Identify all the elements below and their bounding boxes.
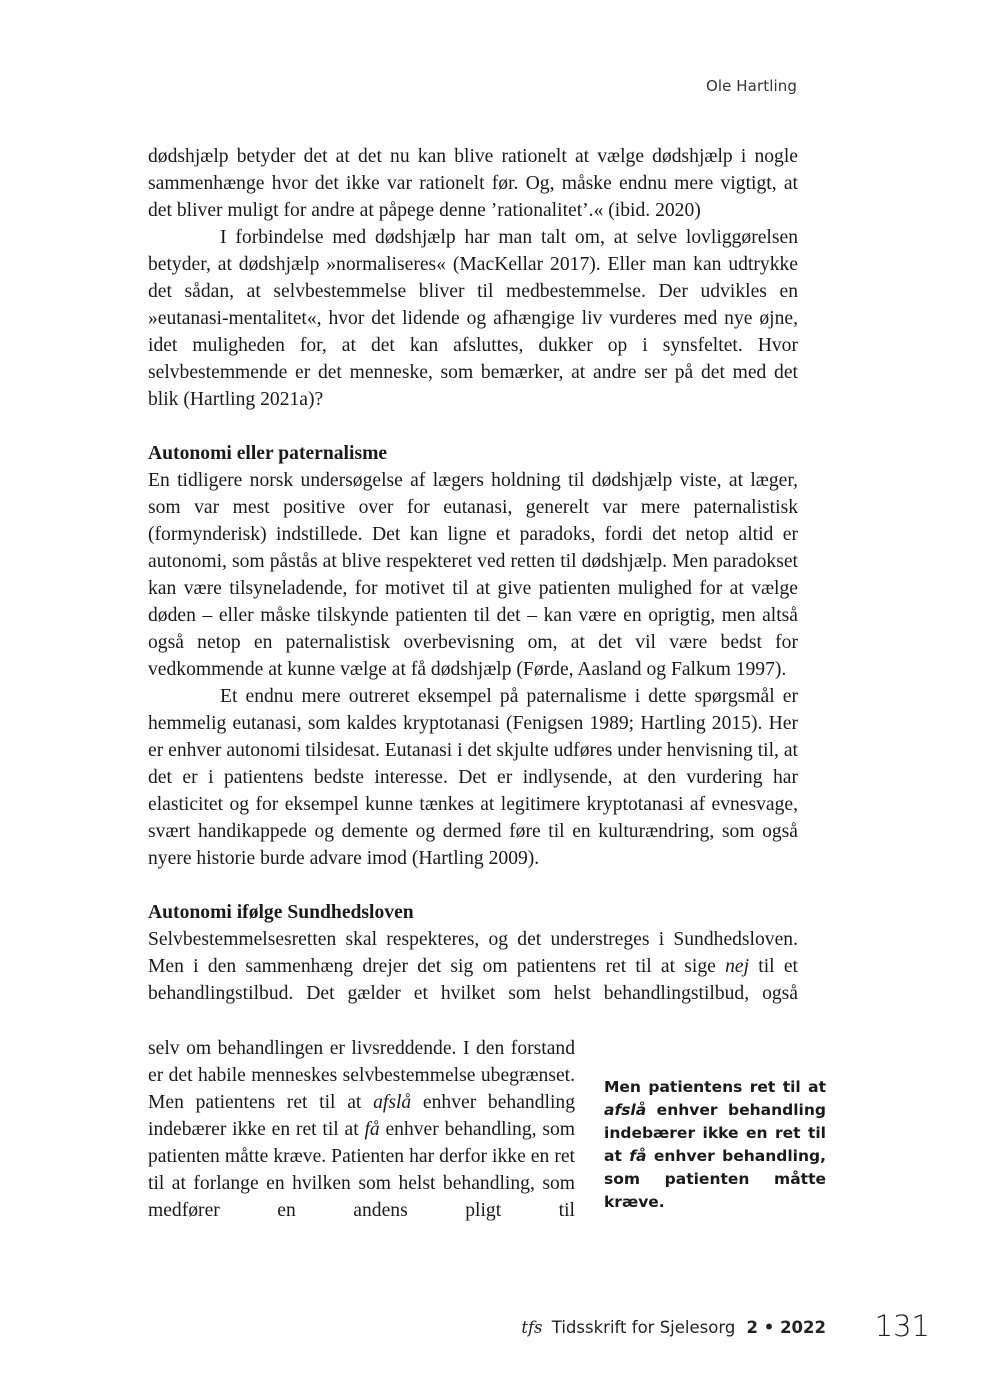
journal-name: Tidsskrift for Sjelesorg: [551, 1318, 736, 1337]
paragraph: I forbindelse med dødshjælp har man talt om, at selve lovliggørelsen betyder, at dødshjælp »normaliseres« (MacKellar 2017). Eller man kan udtrykke det sådan, at selvbestemmelse bliver til medbestemmelse. Der udvikles en »eutanasi-mentalitet«, hvor det lidende og afhængige liv vurderes med nye øjne, idet muligheden for, at det kan afsluttes, dukker op i synsfeltet. Hvor selvbestemmende er det menneske, som bemærker, at andre ser på det med det blik (Hartling 2021a)?: [148, 227, 798, 410]
paragraph-text: enhver behandling, som patienten måtte kræve. Patienten har derfor ikke en ret til at forlange en hvilken som helst behandling, som medfører en andens pligt til: [148, 1119, 575, 1221]
emphasis: afslå: [373, 1092, 412, 1113]
paragraph: [148, 926, 798, 1007]
pull-quote-text: enhver behandling indebærer ikke en ret til at: [604, 1101, 826, 1165]
section-heading: Autonomi ifølge Sundhedsloven: [148, 902, 414, 923]
pull-quote-text: Men patientens ret til at: [604, 1078, 826, 1096]
main-text: [148, 143, 798, 1007]
journal-footer: [521, 1318, 826, 1337]
paragraph-text: enhver behandling indebærer ikke en ret til at: [148, 1092, 575, 1140]
paragraph-text: Selvbestemmelsesretten skal respekteres, og det understreges i Sundhedsloven. Men i den sammenhæng drejer det sig om patientens ret til at sige: [148, 929, 798, 977]
running-head-author: Ole Hartling: [705, 77, 797, 95]
pull-quote-text: enhver behandling, som patienten måtte kræve.: [604, 1147, 827, 1211]
journal-abbreviation: tfs: [521, 1318, 543, 1337]
paragraph: dødshjælp betyder det at det nu kan blive rationelt at vælge dødshjælp i nogle sammenhænge hvor det ikke var rationelt før. Og, måske endnu mere vigtigt, at det bliver muligt for andre at påpege denne ’rationalitet’.« (ibid. 2020): [148, 146, 798, 221]
issue-number: 2 • 2022: [746, 1318, 826, 1337]
emphasis: nej: [725, 956, 750, 977]
section-heading: Autonomi eller paternalisme: [148, 443, 388, 464]
wrapped-paragraph: [148, 1035, 575, 1224]
paragraph-text: til et behandlingstilbud. Det gælder et hvilket som helst behandlingstilbud, også: [148, 956, 798, 1004]
paragraph: Et endnu mere outreret eksempel på paternalisme i dette spørgsmål er hemmelig eutanasi, som kaldes kryptotanasi (Fenigsen 1989; Hartling 2015). Her er enhver autonomi tilsidesat. Eutanasi i det skjulte udføres under henvisning til, at det er i patientens bedste interesse. Det er indlysende, at den vurdering har elasticitet og for eksempel kunne tænkes at legitimere kryptotanasi af evnesvage, svært handikappede og demente og dermed føre til en kulturændring, som også nyere historie burde advare imod (Hartling 2009).: [148, 686, 798, 869]
emphasis: få: [629, 1147, 647, 1165]
emphasis: få: [364, 1119, 380, 1140]
pull-quote: [604, 1076, 826, 1214]
emphasis: afslå: [604, 1101, 647, 1119]
paragraph: En tidligere norsk undersøgelse af lægers holdning til dødshjælp viste, at læger, som var mest positive over for eutanasi, generelt var mere paternalistisk (formynderisk) indstillede. Det kan ligne et paradoks, fordi det netop altid er autonomi, som påstås at blive respekteret ved retten til dødshjælp. Men paradokset kan være tilsyneladende, for motivet til at give patienten mulighed for at vælge døden – eller måske tilskynde patienten til det – kan være en oprigtig, men altså også netop en paternalistisk overbevisning om, at det vil være bedst for vedkommende at kunne vælge at få dødshjælp (Førde, Aasland og Falkum 1997).: [148, 470, 798, 680]
page-number: 131: [874, 1309, 930, 1343]
paragraph-text: selv om behandlingen er livsreddende. I den forstand er det habile menneskes selvbestemmelse ubegrænset. Men patientens ret til at: [148, 1038, 575, 1113]
